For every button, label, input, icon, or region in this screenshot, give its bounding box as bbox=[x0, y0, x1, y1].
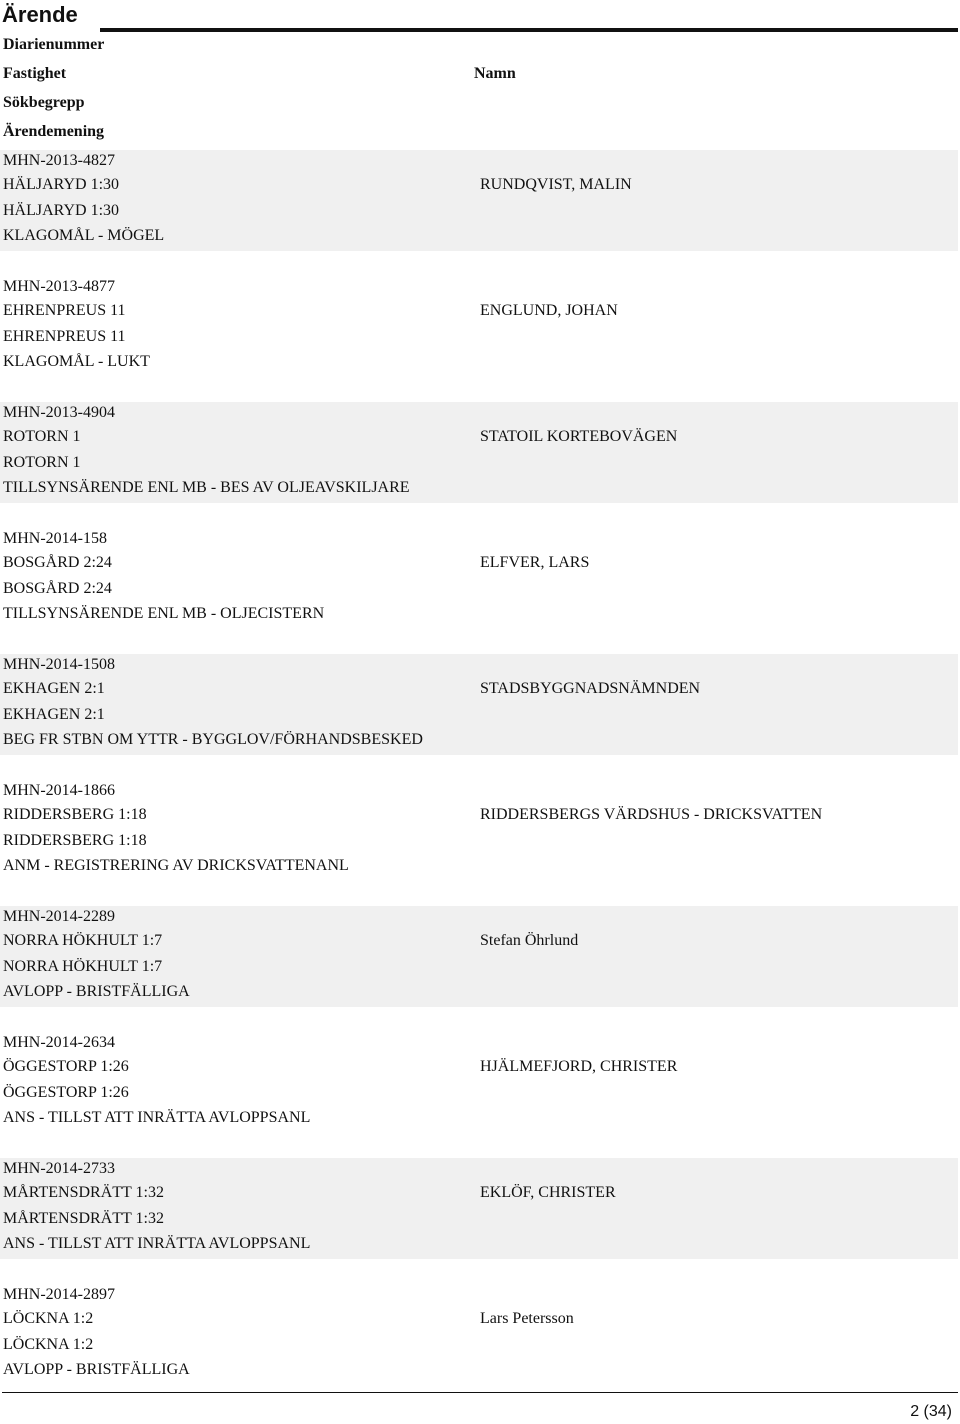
header-fastighet: Fastighet bbox=[3, 65, 67, 82]
namn: RUNDQVIST, MALIN bbox=[480, 176, 632, 193]
arendemening: TILLSYNSÄRENDE ENL MB - BES AV OLJEAVSKILJARE bbox=[3, 479, 410, 496]
case-row bbox=[0, 276, 958, 377]
fastighet: HÄLJARYD 1:30 bbox=[3, 176, 120, 193]
case-row bbox=[0, 906, 958, 1007]
diarienummer: MHN-2014-1866 bbox=[3, 782, 115, 799]
arendemening: ANS - TILLST ATT INRÄTTA AVLOPPSANL bbox=[3, 1109, 311, 1126]
diarienummer: MHN-2013-4904 bbox=[3, 404, 115, 421]
fastighet: EHRENPREUS 11 bbox=[3, 302, 126, 319]
namn: STADSBYGGNADSNÄMNDEN bbox=[480, 680, 701, 697]
diarienummer: MHN-2014-158 bbox=[3, 530, 107, 547]
arendemening: TILLSYNSÄRENDE ENL MB - OLJECISTERN bbox=[3, 605, 325, 622]
page-title: Ärende bbox=[2, 2, 78, 27]
namn: ELFVER, LARS bbox=[480, 554, 590, 571]
fastighet: ÖGGESTORP 1:26 bbox=[3, 1058, 129, 1075]
sokbegrepp: RIDDERSBERG 1:18 bbox=[3, 832, 147, 849]
namn: EKLÖF, CHRISTER bbox=[480, 1184, 616, 1201]
namn: HJÄLMEFJORD, CHRISTER bbox=[480, 1058, 678, 1075]
page-number: 2 (34) bbox=[910, 1403, 952, 1420]
case-row bbox=[0, 528, 958, 629]
sokbegrepp: HÄLJARYD 1:30 bbox=[3, 202, 120, 219]
header-diarienummer: Diarienummer bbox=[3, 36, 105, 53]
diarienummer: MHN-2014-2289 bbox=[3, 908, 115, 925]
header-sokbegrepp: Sökbegrepp bbox=[3, 94, 85, 111]
title-rule bbox=[100, 28, 958, 32]
fastighet: LÖCKNA 1:2 bbox=[3, 1310, 94, 1327]
header-arendemening: Ärendemening bbox=[3, 123, 105, 140]
namn: ENGLUND, JOHAN bbox=[480, 302, 618, 319]
diarienummer: MHN-2013-4827 bbox=[3, 152, 115, 169]
diarienummer: MHN-2014-2897 bbox=[3, 1286, 115, 1303]
case-list bbox=[0, 150, 958, 1410]
case-row bbox=[0, 1032, 958, 1133]
arendemening: KLAGOMÅL - MÖGEL bbox=[3, 227, 165, 244]
arendemening: ANS - TILLST ATT INRÄTTA AVLOPPSANL bbox=[3, 1235, 311, 1252]
arendemening: KLAGOMÅL - LUKT bbox=[3, 353, 150, 370]
arendemening: AVLOPP - BRISTFÄLLIGA bbox=[3, 1361, 190, 1378]
arendemening: ANM - REGISTRERING AV DRICKSVATTENANL bbox=[3, 857, 349, 874]
sokbegrepp: ÖGGESTORP 1:26 bbox=[3, 1084, 129, 1101]
sokbegrepp: MÅRTENSDRÄTT 1:32 bbox=[3, 1210, 164, 1227]
fastighet: NORRA HÖKHULT 1:7 bbox=[3, 932, 163, 949]
fastighet: ROTORN 1 bbox=[3, 428, 81, 445]
namn: STATOIL KORTEBOVÄGEN bbox=[480, 428, 678, 445]
sokbegrepp: EKHAGEN 2:1 bbox=[3, 706, 105, 723]
case-row bbox=[0, 402, 958, 503]
fastighet: RIDDERSBERG 1:18 bbox=[3, 806, 147, 823]
case-row bbox=[0, 780, 958, 881]
footer-rule bbox=[2, 1392, 958, 1393]
sokbegrepp: ROTORN 1 bbox=[3, 454, 81, 471]
diarienummer: MHN-2013-4877 bbox=[3, 278, 115, 295]
arendemening: BEG FR STBN OM YTTR - BYGGLOV/FÖRHANDSBESKED bbox=[3, 731, 423, 748]
case-row bbox=[0, 150, 958, 251]
diarienummer: MHN-2014-1508 bbox=[3, 656, 115, 673]
fastighet: BOSGÅRD 2:24 bbox=[3, 554, 112, 571]
sokbegrepp: EHRENPREUS 11 bbox=[3, 328, 126, 345]
case-row bbox=[0, 654, 958, 755]
sokbegrepp: NORRA HÖKHULT 1:7 bbox=[3, 958, 163, 975]
header-namn: Namn bbox=[474, 65, 516, 82]
sokbegrepp: LÖCKNA 1:2 bbox=[3, 1336, 94, 1353]
diarienummer: MHN-2014-2634 bbox=[3, 1034, 115, 1051]
namn: Lars Petersson bbox=[480, 1310, 574, 1327]
namn: RIDDERSBERGS VÄRDSHUS - DRICKSVATTEN bbox=[480, 806, 823, 823]
namn: Stefan Öhrlund bbox=[480, 932, 579, 949]
sokbegrepp: BOSGÅRD 2:24 bbox=[3, 580, 112, 597]
diarienummer: MHN-2014-2733 bbox=[3, 1160, 115, 1177]
case-row bbox=[0, 1158, 958, 1259]
arendemening: AVLOPP - BRISTFÄLLIGA bbox=[3, 983, 190, 1000]
fastighet: MÅRTENSDRÄTT 1:32 bbox=[3, 1184, 164, 1201]
fastighet: EKHAGEN 2:1 bbox=[3, 680, 105, 697]
case-row bbox=[0, 1284, 958, 1385]
